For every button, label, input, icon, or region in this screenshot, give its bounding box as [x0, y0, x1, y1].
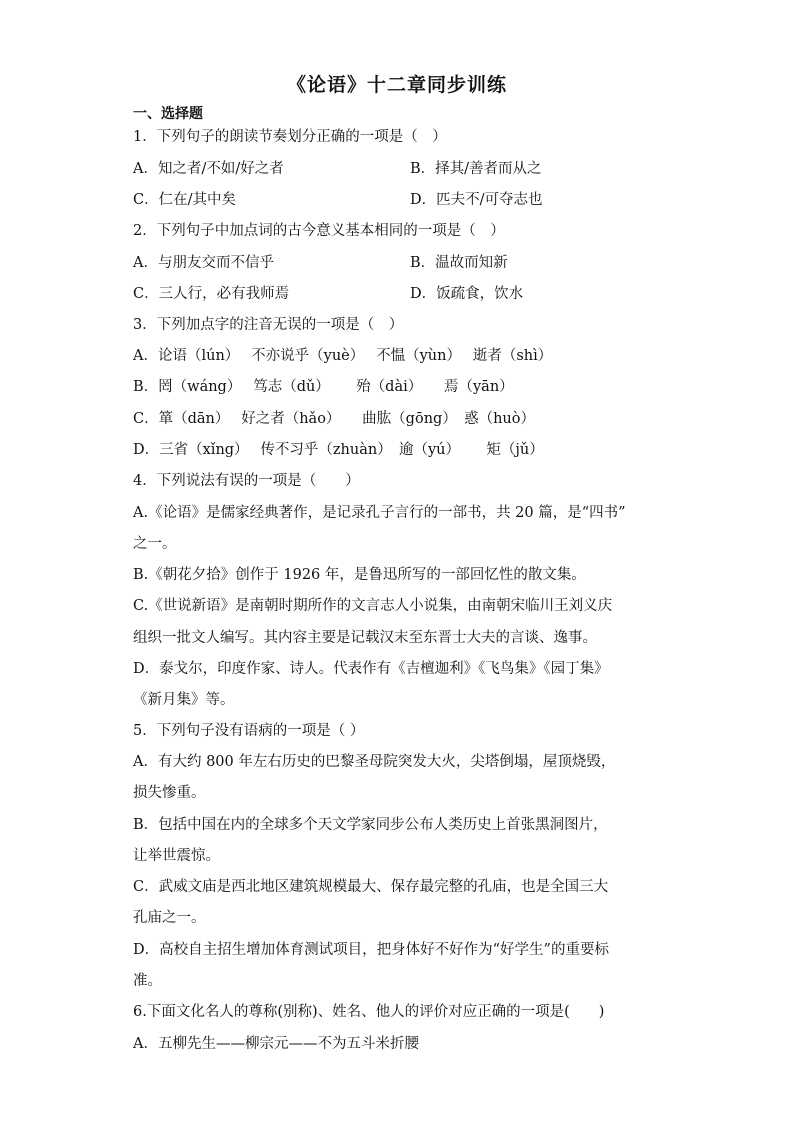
question-4-option-b[interactable]: B.《朝花夕拾》创作于 1926 年，是鲁迅所写的一部回忆性的散文集。 — [133, 567, 586, 583]
question-4-option-a-continued: 之一。 — [133, 536, 177, 552]
question-4-option-c-continued: 组织一批文人编写。其内容主要是记载汉末至东晋士大夫的言谈、逸事。 — [133, 630, 597, 646]
question-1-option-a[interactable]: A．知之者/不如/好之者 — [133, 161, 284, 177]
section-heading: 一、选择题 — [133, 106, 203, 122]
question-5-option-a-continued: 损失惨重。 — [133, 785, 206, 801]
question-3-option-b[interactable]: B．罔（wáng） 笃志（dǔ） 殆（dài） 焉（yān） — [133, 379, 514, 395]
question-3-stem: 3．下列加点字的注音无误的一项是（ ） — [133, 317, 404, 333]
question-4-option-c[interactable]: C.《世说新语》是南朝时期所作的文言志人小说集，由南朝宋临川王刘义庆 — [133, 598, 613, 614]
question-2-option-a[interactable]: A．与朋友交而不信乎 — [133, 255, 274, 271]
question-5-option-b-continued: 让举世震惊。 — [133, 848, 220, 864]
question-2-option-d[interactable]: D．饭疏食，饮水 — [410, 286, 524, 302]
question-1-stem: 1．下列句子的朗读节奏划分正确的一项是（ ） — [133, 129, 447, 145]
question-5-option-d[interactable]: D．高校自主招生增加体育测试项目，把身体好不好作为“好学生”的重要标 — [133, 942, 609, 958]
question-5-option-a[interactable]: A．有大约 800 年左右历史的巴黎圣母院突发大火，尖塔倒塌，屋顶烧毁， — [133, 754, 616, 770]
question-5-option-d-continued: 准。 — [133, 973, 162, 989]
question-2-stem: 2．下列句子中加点词的古今意义基本相同的一项是（ ） — [133, 223, 505, 239]
question-2-option-c[interactable]: C．三人行，必有我师焉 — [133, 286, 290, 302]
question-3-option-a[interactable]: A．论语（lún） 不亦说乎（yuè） 不愠（yùn） 逝者（shì） — [133, 348, 553, 364]
question-3-option-d[interactable]: D．三省（xǐng） 传不习乎（zhuàn） 逾（yú） 矩（jǔ） — [133, 442, 544, 458]
question-4-option-d[interactable]: D．泰戈尔，印度作家、诗人。代表作有《吉檀迦利》《飞鸟集》《园丁集》 — [133, 661, 609, 677]
question-3-option-c[interactable]: C．箪（dān） 好之者（hǎo） 曲肱（gōng） 惑（huò） — [133, 411, 535, 427]
question-5-option-c[interactable]: C．武威文庙是西北地区建筑规模最大、保存最完整的孔庙，也是全国三大 — [133, 879, 609, 895]
question-5-option-c-continued: 孔庙之一。 — [133, 910, 206, 926]
question-4-option-d-continued: 《新月集》等。 — [133, 692, 235, 708]
question-2-option-b[interactable]: B．温故而知新 — [410, 255, 508, 271]
question-1-option-d[interactable]: D．匹夫不/可夺志也 — [410, 192, 543, 208]
question-1-option-c[interactable]: C．仁在/其中矣 — [133, 192, 236, 208]
question-4-option-a[interactable]: A.《论语》是儒家经典著作，是记录孔子言行的一部书，共 20 篇，是“四书” — [133, 505, 626, 521]
document-title: 《论语》十二章同步训练 — [286, 74, 507, 96]
question-6-stem: 6.下面文化名人的尊称(别称)、姓名、他人的评价对应正确的一项是( ) — [133, 1004, 605, 1020]
question-5-stem: 5．下列句子没有语病的一项是（ ） — [133, 723, 365, 739]
question-5-option-b[interactable]: B．包括中国在内的全球多个天文学家同步公布人类历史上首张黑洞图片， — [133, 817, 608, 833]
question-4-stem: 4．下列说法有误的一项是（ ） — [133, 473, 360, 489]
question-6-option-a[interactable]: A．五柳先生——柳宗元——不为五斗米折腰 — [133, 1036, 419, 1052]
question-1-option-b[interactable]: B．择其/善者而从之 — [410, 161, 542, 177]
